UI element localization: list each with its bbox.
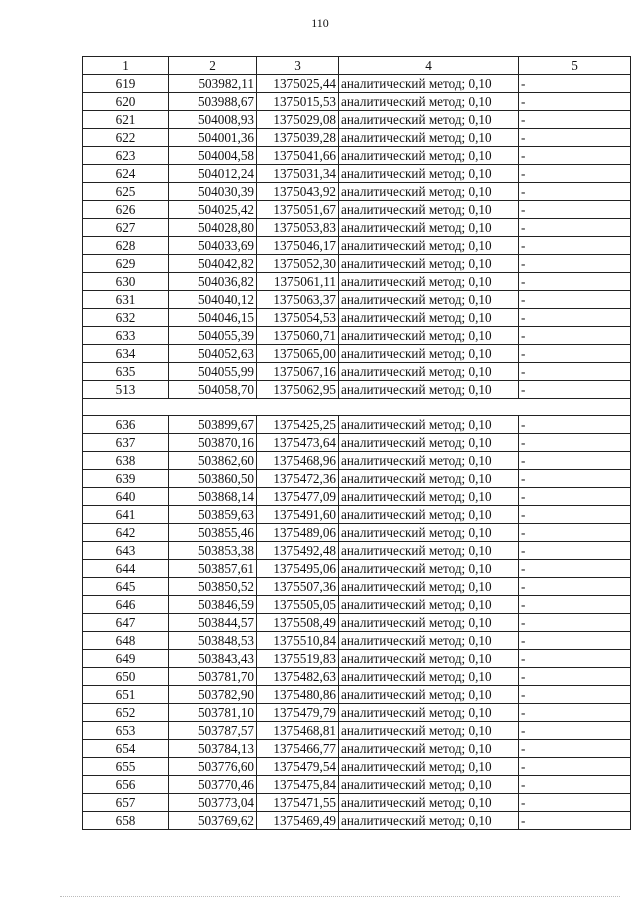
x-coordinate-cell: 504004,58 xyxy=(169,147,257,165)
point-number-cell: 651 xyxy=(83,686,169,704)
note-cell: - xyxy=(519,345,631,363)
table-row xyxy=(83,632,631,650)
x-coordinate-cell: 503781,70 xyxy=(169,668,257,686)
point-number-cell: 631 xyxy=(83,291,169,309)
y-coordinate-cell: 1375468,81 xyxy=(257,722,339,740)
y-coordinate-cell: 1375025,44 xyxy=(257,75,339,93)
point-number-cell: 639 xyxy=(83,470,169,488)
y-coordinate-cell: 1375510,84 xyxy=(257,632,339,650)
point-number-cell: 619 xyxy=(83,75,169,93)
method-cell: аналитический метод; 0,10 xyxy=(339,255,519,273)
x-coordinate-cell: 504058,70 xyxy=(169,381,257,399)
y-coordinate-cell: 1375060,71 xyxy=(257,327,339,345)
y-coordinate-cell: 1375482,63 xyxy=(257,668,339,686)
note-cell: - xyxy=(519,470,631,488)
point-number-cell: 624 xyxy=(83,165,169,183)
table-body xyxy=(83,75,631,830)
header-col-5: 5 xyxy=(519,57,631,75)
x-coordinate-cell: 503773,04 xyxy=(169,794,257,812)
note-cell: - xyxy=(519,560,631,578)
x-coordinate-cell: 503899,67 xyxy=(169,416,257,434)
y-coordinate-cell: 1375479,79 xyxy=(257,704,339,722)
y-coordinate-cell: 1375505,05 xyxy=(257,596,339,614)
x-coordinate-cell: 504042,82 xyxy=(169,255,257,273)
table-row xyxy=(83,686,631,704)
table-row xyxy=(83,416,631,434)
table-row xyxy=(83,668,631,686)
table-row xyxy=(83,758,631,776)
point-number-cell: 642 xyxy=(83,524,169,542)
table-row xyxy=(83,183,631,201)
method-cell: аналитический метод; 0,10 xyxy=(339,650,519,668)
note-cell: - xyxy=(519,75,631,93)
x-coordinate-cell: 504036,82 xyxy=(169,273,257,291)
table-row xyxy=(83,237,631,255)
x-coordinate-cell: 504001,36 xyxy=(169,129,257,147)
header-col-2: 2 xyxy=(169,57,257,75)
method-cell: аналитический метод; 0,10 xyxy=(339,668,519,686)
table-row xyxy=(83,578,631,596)
method-cell: аналитический метод; 0,10 xyxy=(339,165,519,183)
method-cell: аналитический метод; 0,10 xyxy=(339,722,519,740)
note-cell: - xyxy=(519,309,631,327)
table-row xyxy=(83,327,631,345)
x-coordinate-cell: 503848,53 xyxy=(169,632,257,650)
table-row xyxy=(83,93,631,111)
table-row xyxy=(83,309,631,327)
note-cell: - xyxy=(519,273,631,291)
x-coordinate-cell: 503782,90 xyxy=(169,686,257,704)
table-row xyxy=(83,381,631,399)
y-coordinate-cell: 1375067,16 xyxy=(257,363,339,381)
table-row xyxy=(83,291,631,309)
note-cell: - xyxy=(519,614,631,632)
x-coordinate-cell: 503844,57 xyxy=(169,614,257,632)
point-number-cell: 621 xyxy=(83,111,169,129)
note-cell: - xyxy=(519,794,631,812)
point-number-cell: 657 xyxy=(83,794,169,812)
point-number-cell: 632 xyxy=(83,309,169,327)
method-cell: аналитический метод; 0,10 xyxy=(339,291,519,309)
y-coordinate-cell: 1375061,11 xyxy=(257,273,339,291)
method-cell: аналитический метод; 0,10 xyxy=(339,363,519,381)
point-number-cell: 653 xyxy=(83,722,169,740)
note-cell: - xyxy=(519,704,631,722)
table-row xyxy=(83,201,631,219)
method-cell: аналитический метод; 0,10 xyxy=(339,273,519,291)
method-cell: аналитический метод; 0,10 xyxy=(339,237,519,255)
table-row xyxy=(83,470,631,488)
note-cell: - xyxy=(519,740,631,758)
x-coordinate-cell: 503769,62 xyxy=(169,812,257,830)
point-number-cell: 625 xyxy=(83,183,169,201)
point-number-cell: 644 xyxy=(83,560,169,578)
point-number-cell: 513 xyxy=(83,381,169,399)
method-cell: аналитический метод; 0,10 xyxy=(339,327,519,345)
note-cell: - xyxy=(519,758,631,776)
table-row xyxy=(83,560,631,578)
table-row xyxy=(83,596,631,614)
note-cell: - xyxy=(519,237,631,255)
y-coordinate-cell: 1375480,86 xyxy=(257,686,339,704)
x-coordinate-cell: 504025,42 xyxy=(169,201,257,219)
note-cell: - xyxy=(519,291,631,309)
x-coordinate-cell: 504012,24 xyxy=(169,165,257,183)
method-cell: аналитический метод; 0,10 xyxy=(339,704,519,722)
y-coordinate-cell: 1375479,54 xyxy=(257,758,339,776)
x-coordinate-cell: 503855,46 xyxy=(169,524,257,542)
y-coordinate-cell: 1375473,64 xyxy=(257,434,339,452)
header-col-4: 4 xyxy=(339,57,519,75)
x-coordinate-cell: 503850,52 xyxy=(169,578,257,596)
note-cell: - xyxy=(519,596,631,614)
table-row xyxy=(83,524,631,542)
y-coordinate-cell: 1375046,17 xyxy=(257,237,339,255)
y-coordinate-cell: 1375508,49 xyxy=(257,614,339,632)
x-coordinate-cell: 504055,99 xyxy=(169,363,257,381)
method-cell: аналитический метод; 0,10 xyxy=(339,434,519,452)
method-cell: аналитический метод; 0,10 xyxy=(339,129,519,147)
method-cell: аналитический метод; 0,10 xyxy=(339,758,519,776)
y-coordinate-cell: 1375041,66 xyxy=(257,147,339,165)
point-number-cell: 636 xyxy=(83,416,169,434)
x-coordinate-cell: 503781,10 xyxy=(169,704,257,722)
y-coordinate-cell: 1375472,36 xyxy=(257,470,339,488)
table-row xyxy=(83,488,631,506)
page-number: 110 xyxy=(311,16,329,30)
table-row xyxy=(83,722,631,740)
y-coordinate-cell: 1375491,60 xyxy=(257,506,339,524)
method-cell: аналитический метод; 0,10 xyxy=(339,111,519,129)
y-coordinate-cell: 1375043,92 xyxy=(257,183,339,201)
method-cell: аналитический метод; 0,10 xyxy=(339,614,519,632)
y-coordinate-cell: 1375489,06 xyxy=(257,524,339,542)
y-coordinate-cell: 1375507,36 xyxy=(257,578,339,596)
y-coordinate-cell: 1375469,49 xyxy=(257,812,339,830)
note-cell: - xyxy=(519,650,631,668)
method-cell: аналитический метод; 0,10 xyxy=(339,183,519,201)
y-coordinate-cell: 1375468,96 xyxy=(257,452,339,470)
note-cell: - xyxy=(519,363,631,381)
method-cell: аналитический метод; 0,10 xyxy=(339,542,519,560)
method-cell: аналитический метод; 0,10 xyxy=(339,309,519,327)
table-row xyxy=(83,506,631,524)
note-cell: - xyxy=(519,506,631,524)
note-cell: - xyxy=(519,434,631,452)
table-row xyxy=(83,345,631,363)
note-cell: - xyxy=(519,578,631,596)
point-number-cell: 628 xyxy=(83,237,169,255)
point-number-cell: 641 xyxy=(83,506,169,524)
x-coordinate-cell: 503868,14 xyxy=(169,488,257,506)
point-number-cell: 658 xyxy=(83,812,169,830)
method-cell: аналитический метод; 0,10 xyxy=(339,686,519,704)
point-number-cell: 645 xyxy=(83,578,169,596)
y-coordinate-cell: 1375031,34 xyxy=(257,165,339,183)
point-number-cell: 634 xyxy=(83,345,169,363)
method-cell: аналитический метод; 0,10 xyxy=(339,147,519,165)
table-row xyxy=(83,650,631,668)
note-cell: - xyxy=(519,452,631,470)
point-number-cell: 630 xyxy=(83,273,169,291)
note-cell: - xyxy=(519,812,631,830)
y-coordinate-cell: 1375495,06 xyxy=(257,560,339,578)
x-coordinate-cell: 503843,43 xyxy=(169,650,257,668)
x-coordinate-cell: 503776,60 xyxy=(169,758,257,776)
method-cell: аналитический метод; 0,10 xyxy=(339,632,519,650)
table-row xyxy=(83,273,631,291)
y-coordinate-cell: 1375475,84 xyxy=(257,776,339,794)
point-number-cell: 656 xyxy=(83,776,169,794)
y-coordinate-cell: 1375062,95 xyxy=(257,381,339,399)
point-number-cell: 623 xyxy=(83,147,169,165)
note-cell: - xyxy=(519,129,631,147)
table-row xyxy=(83,704,631,722)
note-cell: - xyxy=(519,165,631,183)
method-cell: аналитический метод; 0,10 xyxy=(339,776,519,794)
y-coordinate-cell: 1375029,08 xyxy=(257,111,339,129)
method-cell: аналитический метод; 0,10 xyxy=(339,740,519,758)
x-coordinate-cell: 503982,11 xyxy=(169,75,257,93)
y-coordinate-cell: 1375054,53 xyxy=(257,309,339,327)
y-coordinate-cell: 1375039,28 xyxy=(257,129,339,147)
note-cell: - xyxy=(519,776,631,794)
y-coordinate-cell: 1375053,83 xyxy=(257,219,339,237)
x-coordinate-cell: 503787,57 xyxy=(169,722,257,740)
note-cell: - xyxy=(519,381,631,399)
point-number-cell: 655 xyxy=(83,758,169,776)
point-number-cell: 650 xyxy=(83,668,169,686)
method-cell: аналитический метод; 0,10 xyxy=(339,345,519,363)
method-cell: аналитический метод; 0,10 xyxy=(339,596,519,614)
note-cell: - xyxy=(519,686,631,704)
y-coordinate-cell: 1375052,30 xyxy=(257,255,339,273)
method-cell: аналитический метод; 0,10 xyxy=(339,794,519,812)
point-number-cell: 646 xyxy=(83,596,169,614)
x-coordinate-cell: 503770,46 xyxy=(169,776,257,794)
point-number-cell: 626 xyxy=(83,201,169,219)
x-coordinate-cell: 504028,80 xyxy=(169,219,257,237)
point-number-cell: 620 xyxy=(83,93,169,111)
table-row xyxy=(83,614,631,632)
y-coordinate-cell: 1375425,25 xyxy=(257,416,339,434)
point-number-cell: 648 xyxy=(83,632,169,650)
header-col-1: 1 xyxy=(83,57,169,75)
note-cell: - xyxy=(519,668,631,686)
method-cell: аналитический метод; 0,10 xyxy=(339,560,519,578)
point-number-cell: 633 xyxy=(83,327,169,345)
method-cell: аналитический метод; 0,10 xyxy=(339,201,519,219)
x-coordinate-cell: 503870,16 xyxy=(169,434,257,452)
table-row xyxy=(83,363,631,381)
note-cell: - xyxy=(519,183,631,201)
y-coordinate-cell: 1375466,77 xyxy=(257,740,339,758)
note-cell: - xyxy=(519,542,631,560)
note-cell: - xyxy=(519,632,631,650)
method-cell: аналитический метод; 0,10 xyxy=(339,488,519,506)
table-row xyxy=(83,794,631,812)
note-cell: - xyxy=(519,219,631,237)
x-coordinate-cell: 504033,69 xyxy=(169,237,257,255)
table-row xyxy=(83,542,631,560)
y-coordinate-cell: 1375471,55 xyxy=(257,794,339,812)
x-coordinate-cell: 503853,38 xyxy=(169,542,257,560)
x-coordinate-cell: 503859,63 xyxy=(169,506,257,524)
x-coordinate-cell: 504030,39 xyxy=(169,183,257,201)
point-number-cell: 649 xyxy=(83,650,169,668)
table-row xyxy=(83,111,631,129)
table-row xyxy=(83,219,631,237)
point-number-cell: 647 xyxy=(83,614,169,632)
table-header-row xyxy=(83,57,631,75)
coordinates-table xyxy=(82,56,631,830)
y-coordinate-cell: 1375063,37 xyxy=(257,291,339,309)
y-coordinate-cell: 1375065,00 xyxy=(257,345,339,363)
table-row xyxy=(83,812,631,830)
point-number-cell: 627 xyxy=(83,219,169,237)
y-coordinate-cell: 1375492,48 xyxy=(257,542,339,560)
table-row xyxy=(83,740,631,758)
point-number-cell: 622 xyxy=(83,129,169,147)
x-coordinate-cell: 503988,67 xyxy=(169,93,257,111)
method-cell: аналитический метод; 0,10 xyxy=(339,93,519,111)
x-coordinate-cell: 503857,61 xyxy=(169,560,257,578)
point-number-cell: 638 xyxy=(83,452,169,470)
note-cell: - xyxy=(519,722,631,740)
point-number-cell: 643 xyxy=(83,542,169,560)
method-cell: аналитический метод; 0,10 xyxy=(339,812,519,830)
y-coordinate-cell: 1375015,53 xyxy=(257,93,339,111)
header-col-3: 3 xyxy=(257,57,339,75)
x-coordinate-cell: 503846,59 xyxy=(169,596,257,614)
table-row xyxy=(83,147,631,165)
note-cell: - xyxy=(519,488,631,506)
y-coordinate-cell: 1375051,67 xyxy=(257,201,339,219)
x-coordinate-cell: 504040,12 xyxy=(169,291,257,309)
note-cell: - xyxy=(519,111,631,129)
x-coordinate-cell: 503860,50 xyxy=(169,470,257,488)
note-cell: - xyxy=(519,416,631,434)
x-coordinate-cell: 503862,60 xyxy=(169,452,257,470)
method-cell: аналитический метод; 0,10 xyxy=(339,452,519,470)
x-coordinate-cell: 504046,15 xyxy=(169,309,257,327)
x-coordinate-cell: 504055,39 xyxy=(169,327,257,345)
point-number-cell: 635 xyxy=(83,363,169,381)
group-separator-cell xyxy=(83,399,631,416)
point-number-cell: 637 xyxy=(83,434,169,452)
table-row xyxy=(83,129,631,147)
table-row xyxy=(83,255,631,273)
x-coordinate-cell: 503784,13 xyxy=(169,740,257,758)
table-row xyxy=(83,165,631,183)
method-cell: аналитический метод; 0,10 xyxy=(339,524,519,542)
method-cell: аналитический метод; 0,10 xyxy=(339,578,519,596)
y-coordinate-cell: 1375519,83 xyxy=(257,650,339,668)
note-cell: - xyxy=(519,255,631,273)
table-row xyxy=(83,75,631,93)
table-row xyxy=(83,776,631,794)
note-cell: - xyxy=(519,93,631,111)
method-cell: аналитический метод; 0,10 xyxy=(339,416,519,434)
table-row xyxy=(83,452,631,470)
method-cell: аналитический метод; 0,10 xyxy=(339,506,519,524)
note-cell: - xyxy=(519,524,631,542)
x-coordinate-cell: 504008,93 xyxy=(169,111,257,129)
x-coordinate-cell: 504052,63 xyxy=(169,345,257,363)
method-cell: аналитический метод; 0,10 xyxy=(339,75,519,93)
point-number-cell: 652 xyxy=(83,704,169,722)
note-cell: - xyxy=(519,201,631,219)
method-cell: аналитический метод; 0,10 xyxy=(339,219,519,237)
note-cell: - xyxy=(519,327,631,345)
method-cell: аналитический метод; 0,10 xyxy=(339,381,519,399)
group-separator-row xyxy=(83,399,631,416)
footer-divider xyxy=(60,896,620,897)
point-number-cell: 629 xyxy=(83,255,169,273)
table-row xyxy=(83,434,631,452)
note-cell: - xyxy=(519,147,631,165)
point-number-cell: 640 xyxy=(83,488,169,506)
method-cell: аналитический метод; 0,10 xyxy=(339,470,519,488)
point-number-cell: 654 xyxy=(83,740,169,758)
y-coordinate-cell: 1375477,09 xyxy=(257,488,339,506)
